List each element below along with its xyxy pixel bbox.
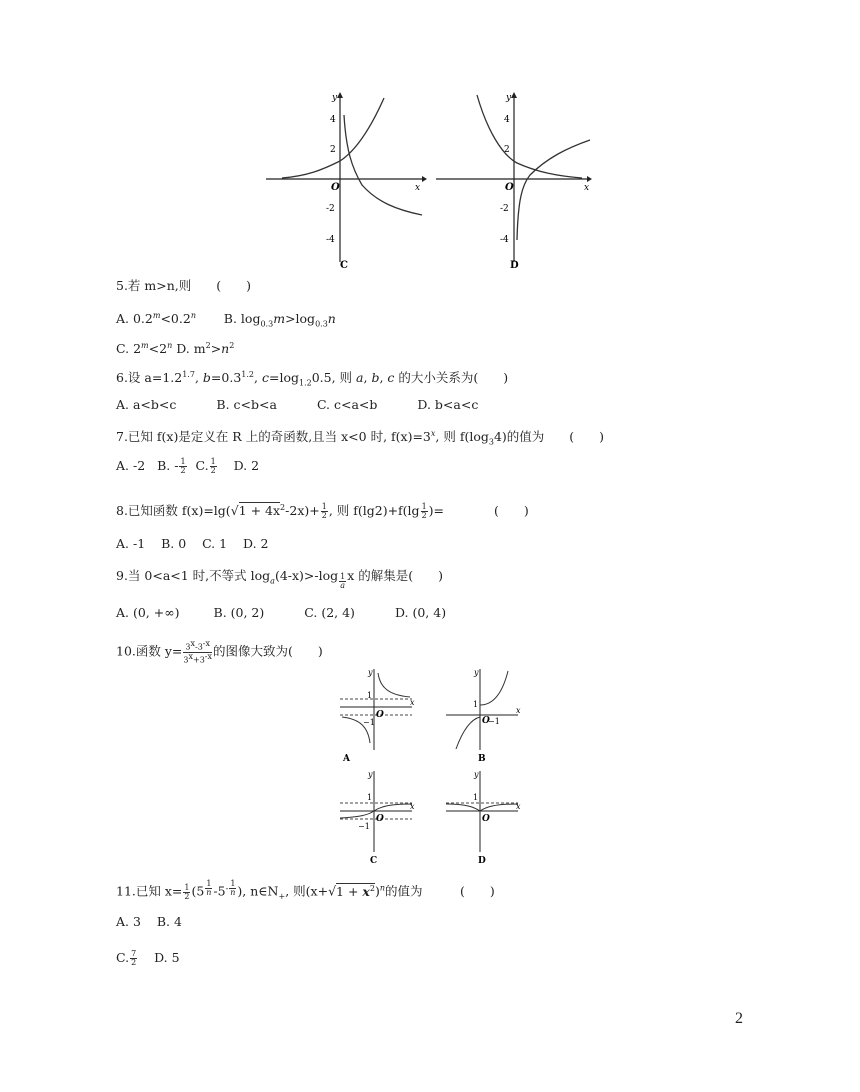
graph-c (262, 90, 432, 270)
svg-text:x: x (516, 706, 521, 715)
q9-options: A. (0, +∞) B. (0, 2) C. (2, 4) D. (0, 4) (116, 605, 447, 620)
svg-text:2: 2 (504, 145, 510, 155)
q11-options-cd: C. $\frac{7}{2}$ D. 5 (116, 949, 180, 967)
svg-text:2: 2 (330, 145, 336, 155)
svg-text:y: y (474, 770, 479, 779)
svg-text:1: 1 (473, 700, 479, 709)
svg-text:O: O (331, 182, 340, 193)
q11-stem: 11.已知 x= $\frac{1}{2}$ (5 $^{\frac{1}{n}}$ $-5^{- \frac{1}{n}}$ ), $n\in N_+$, 则$(x+√1 + x^2)^n$的值为 ( ) (116, 879, 495, 902)
svg-text:x: x (410, 698, 415, 707)
svg-text:x: x (410, 802, 415, 811)
svg-text:y: y (474, 668, 479, 677)
svg-text:D: D (478, 856, 486, 865)
q11-options-ab: A. 3 B. 4 (116, 914, 182, 929)
svg-text:y: y (368, 770, 373, 779)
svg-text:y: y (506, 93, 512, 103)
page-number: 2 (735, 1010, 743, 1027)
q5-options-cd: C. $2^m<2^n$ D. $m^2>n^2$ (116, 341, 235, 357)
svg-text:1: 1 (367, 691, 373, 700)
svg-text:−1: −1 (358, 822, 370, 831)
q8-stem: 8.已知函数 $f(x)=\lg(√1 + 4x^2-2x)+$ $\frac{1}{2}$ , 则 f(lg2)+f(lg $\frac{1}{2}$ )= ( ) (116, 502, 529, 521)
svg-text:1: 1 (473, 793, 479, 802)
q10-stem: 10.函数 y= $\frac{3^x-3^{-x}}{3^x+3^{-x}}$ 的图像大致为( ) (116, 639, 323, 665)
svg-text:-2: -2 (500, 204, 509, 214)
svg-text:A: A (343, 754, 350, 764)
svg-text:C: C (340, 260, 348, 270)
svg-text:D: D (510, 260, 519, 270)
q7-options: A. -2 B. - $\frac{1}{2}$ C. $\frac{1}{2}$ D. 2 (116, 457, 260, 475)
q6-stem: 6.设 $a=1.2^{1.7}$, $b=0.3^{1.2}$, $c=\log_{1.2}0.5$, 则 a, b, c 的大小关系为( ) (116, 370, 509, 388)
svg-text:-4: -4 (500, 235, 509, 245)
svg-text:B: B (478, 754, 486, 764)
svg-text:1: 1 (367, 793, 373, 802)
svg-text:-2: -2 (326, 204, 335, 214)
q8-options: A. -1 B. 0 C. 1 D. 2 (116, 536, 269, 551)
svg-text:O: O (482, 716, 490, 726)
q7-stem: 7.已知 f(x)是定义在 R 上的奇函数,且当 x<0 时, $f(x)=3^x$, 则 $f(\log_34)$的值为 ( ) (116, 429, 605, 447)
svg-text:x: x (584, 183, 590, 193)
svg-text:O: O (376, 814, 384, 824)
svg-text:4: 4 (504, 115, 510, 125)
q6-options: A. a<b<c B. c<b<a C. c<a<b D. b<a<c (116, 397, 479, 412)
graph-d (432, 90, 602, 270)
q10-graphs (336, 665, 526, 865)
svg-text:−1: −1 (363, 718, 375, 727)
svg-text:x: x (516, 802, 521, 811)
svg-text:y: y (368, 668, 373, 677)
svg-text:y: y (332, 93, 338, 103)
svg-text:O: O (376, 710, 384, 720)
q5-stem: 5.若 m>n,则 ( ) (116, 278, 252, 293)
svg-text:C: C (370, 856, 378, 865)
svg-text:O: O (505, 182, 514, 193)
svg-text:O: O (482, 814, 490, 824)
svg-text:4: 4 (330, 115, 336, 125)
q5-options-ab: A. $0.2^m<0.2^n$ B. $\log_{0.3}m>\log_{0.3}n$ (116, 311, 336, 329)
svg-text:x: x (415, 183, 421, 193)
svg-text:-4: -4 (326, 235, 335, 245)
q9-stem: 9.当 0<a<1 时,不等式 $\log_a(4-x)>-\log$ $_{\frac{1}{a}}$ x 的解集是( ) (116, 568, 444, 590)
svg-text:−1: −1 (488, 717, 500, 726)
